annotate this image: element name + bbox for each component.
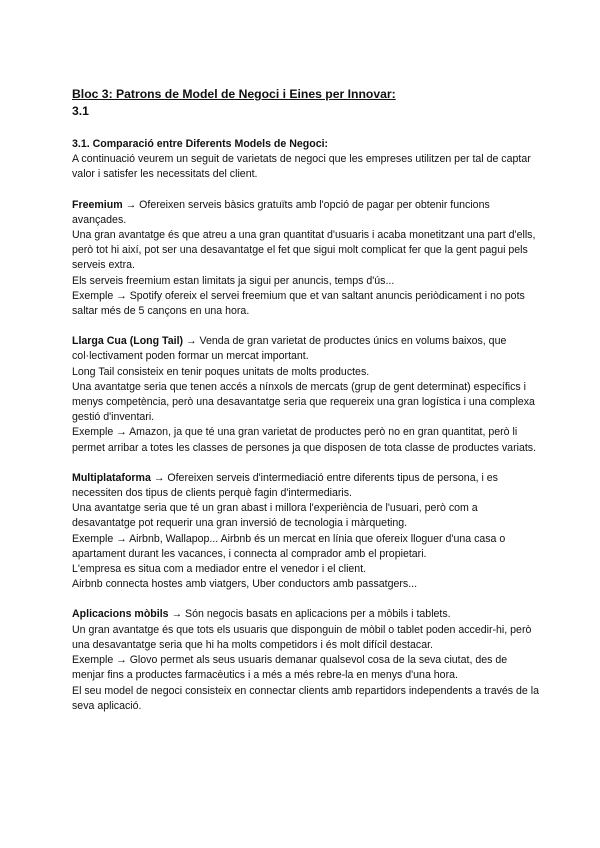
section-term: Multiplataforma [72, 471, 151, 484]
section-paragraph: Una avantatge seria que té un gran abast i millora l'experiència de l'usuari, però com a desavantatge pot requerir una gran inversió de tecnologia i màrqueting. [72, 502, 478, 530]
section-lead [72, 607, 542, 622]
section-paragraph: Exemple → Airbnb, Wallapop... Airbnb és un mercat en línia que ofereix lloguer d'una casa o apartament durant les vacances, i connecta al comprador amb el propietari. [72, 532, 506, 560]
section-lead [72, 334, 542, 364]
section-paragraph: El seu model de negoci consisteix en connectar clients amb repartidors independents a través de la seva aplicació. [72, 684, 539, 712]
section-paragraph: Un gran avantatge és que tots els usuaris que disponguin de mòbil o tablet poden accedir-hi, però una desavantatge seria que hi ha molts competidors i és molt difícil destacar. [72, 623, 532, 651]
section-long-tail [72, 334, 542, 456]
intro-heading: 3.1. Comparació entre Diferents Models de Negoci: [72, 138, 329, 150]
section-multiplatform [72, 471, 542, 593]
section-paragraph: L'empresa es situa com a mediador entre el venedor i el client. [72, 563, 367, 576]
section-paragraph: Airbnb connecta hostes amb viatgers, Uber conductors amb passatgers... [72, 578, 418, 591]
section-lead-text: Són negocis basats en aplicacions per a mòbils i tablets. [182, 608, 451, 621]
section-paragraph: Els serveis freemium estan limitats ja sigui per anuncis, temps d'ús... [72, 274, 395, 287]
section-paragraph: Long Tail consisteix en tenir poques unitats de molts productes. [72, 365, 370, 378]
section-lead [72, 471, 542, 501]
section-paragraph: Exemple → Glovo permet als seus usuaris demanar qualsevol cosa de la seva ciutat, des de menjar fins a productes farmacèutics i a més a més rebre-la en menys d'una hora. [72, 654, 508, 682]
document-page [72, 86, 542, 714]
intro-text: A continuació veurem un seguit de varietats de negoci que les empreses utilitzen per tal de captar valor i satisfer les necessitats del client. [72, 153, 531, 181]
section-lead-text: Ofereixen serveis bàsics gratuïts amb l'opció de pagar per obtenir funcions avançades. [72, 198, 490, 226]
section-term: Freemium [72, 198, 123, 211]
section-paragraph: Exemple → Spotify ofereix el servei freemium que et van saltant anuncis periòdicament i no pots saltar més de 5 cançons en una hora. [72, 289, 525, 318]
section-lead [72, 198, 542, 228]
section-term: Llarga Cua (Long Tail) [72, 335, 184, 348]
section-freemium [72, 198, 542, 320]
document-title-line1: Bloc 3: Patrons de Model de Negoci i Eines per Innovar: [72, 87, 396, 101]
section-mobile-apps [72, 607, 542, 713]
document-title-line2: 3.1 [72, 103, 89, 118]
section-paragraph: Exemple → Amazon, ja que té una gran varietat de productes però no en gran quantitat, però li permet arribar a totes les classes de persones ja que disposen de tota classe de productes variats. [72, 426, 537, 454]
section-term: Aplicacions mòbils [72, 608, 169, 621]
section-lead-text: Venda de gran varietat de productes únics en volums baixos, que col·lectivament poden formar un mercat important. [72, 335, 507, 363]
section-lead-text: Ofereixen serveis d'intermediació entre diferents tipus de persona, i es necessiten dos tipus de clients perquè fagin d'intermediaris. [72, 471, 498, 500]
section-paragraph: Una gran avantatge és que atreu a una gran quantitat d'usuaris i acaba monetitzant una part d'ells, però tot hi així, pot ser una desavantatge el fet que sigui molt complicat fer que la gent pagui pels serveis extra. [72, 229, 536, 272]
section-paragraph: Una avantatge seria que tenen accés a nínxols de mercats (grup de gent determinat) específics i menys competència, però una desavantatge seria que requereix una gran logística i una complexa gestió d'inventari. [72, 380, 535, 424]
arrow-right-icon: → [153, 471, 165, 484]
document-title [72, 86, 542, 119]
arrow-right-icon: → [171, 608, 183, 621]
arrow-right-icon: → [186, 335, 197, 348]
arrow-right-icon: → [125, 198, 137, 211]
